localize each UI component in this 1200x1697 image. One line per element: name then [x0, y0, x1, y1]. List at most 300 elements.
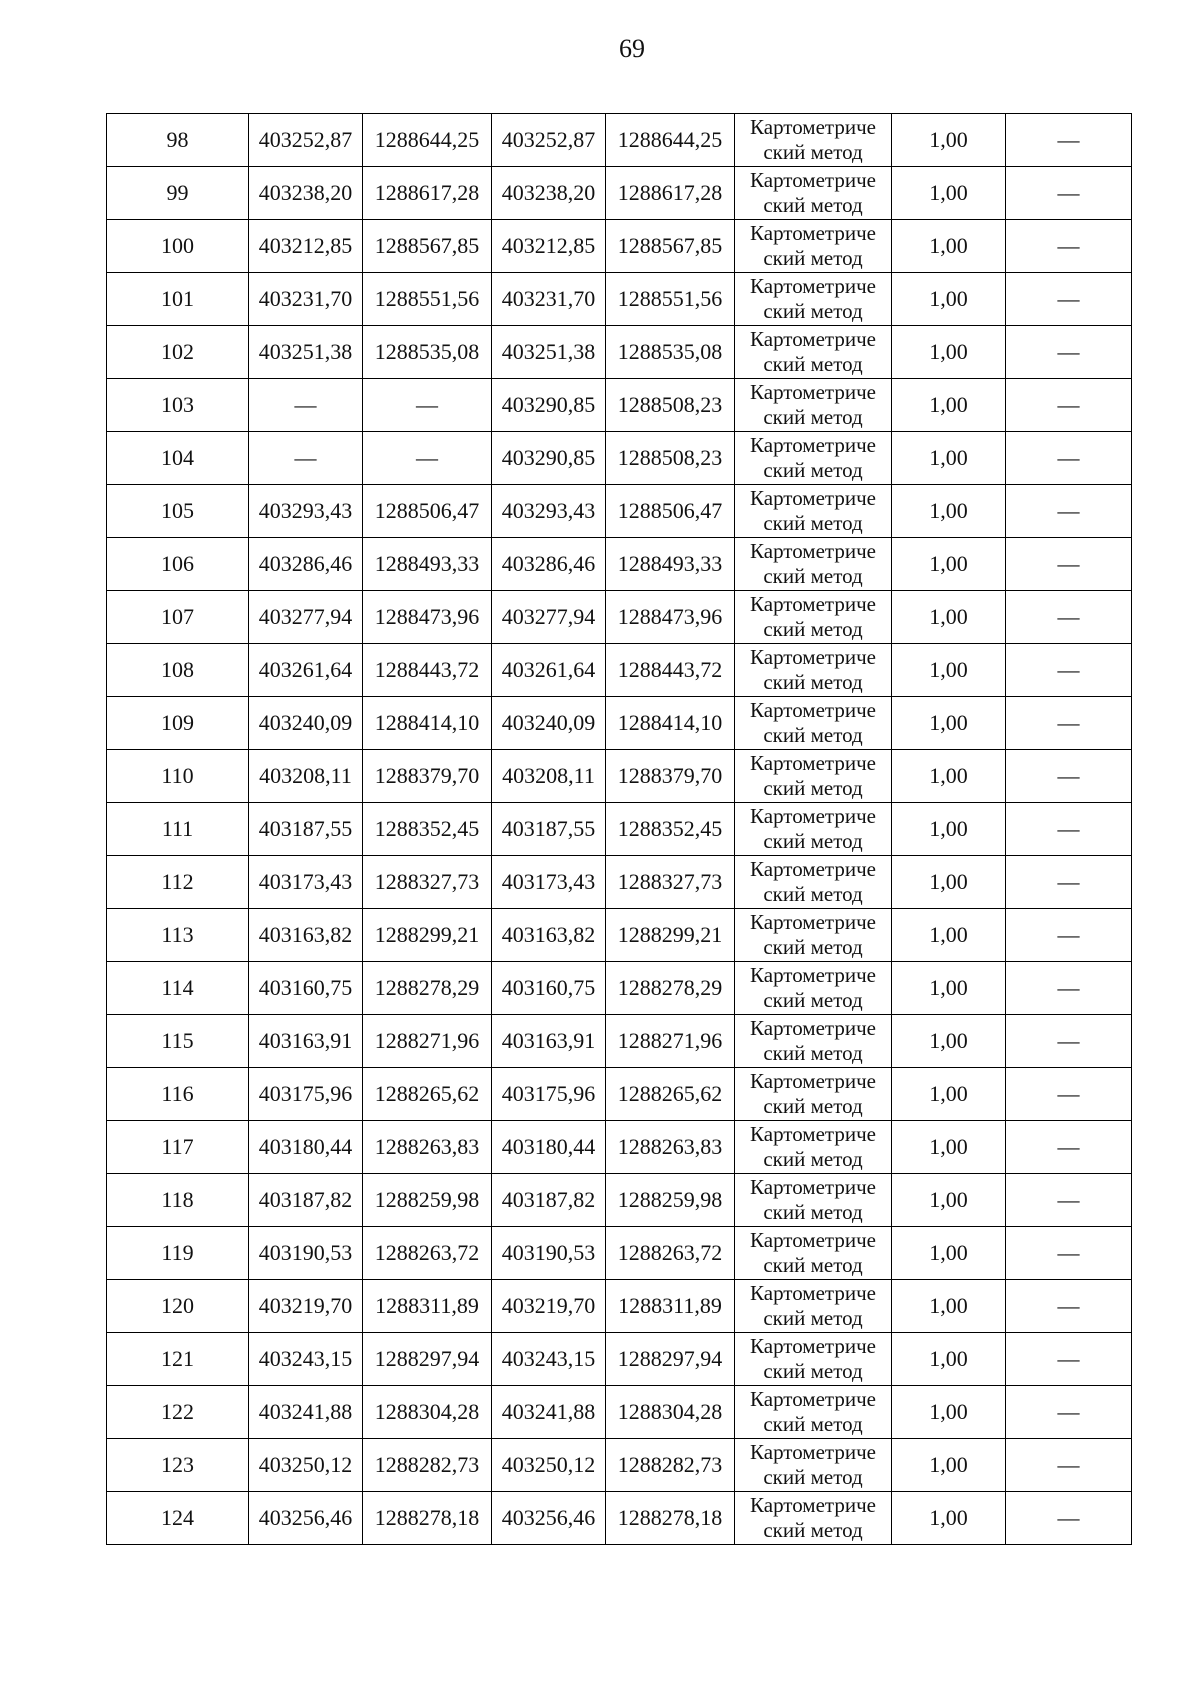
point-number-cell: 103 [107, 379, 249, 432]
existing-x-cell: 403252,87 [249, 114, 363, 167]
existing-y-cell: 1288352,45 [363, 803, 492, 856]
point-number-cell: 123 [107, 1439, 249, 1492]
method-line-2: ский метод [763, 1306, 863, 1330]
table-row [107, 1121, 1132, 1174]
note-cell: — [1006, 379, 1132, 432]
method-line-1: Картометриче [750, 1493, 876, 1517]
method-line-2: ский метод [763, 1465, 863, 1489]
existing-y-cell: 1288259,98 [363, 1174, 492, 1227]
accuracy-cell: 1,00 [892, 856, 1006, 909]
note-cell: — [1006, 1280, 1132, 1333]
updated-x-cell: 403212,85 [492, 220, 606, 273]
updated-y-cell: 1288259,98 [606, 1174, 735, 1227]
existing-x-cell: 403256,46 [249, 1492, 363, 1545]
method-cell [735, 1492, 892, 1545]
existing-x-cell: 403240,09 [249, 697, 363, 750]
existing-x-cell: 403286,46 [249, 538, 363, 591]
accuracy-cell: 1,00 [892, 803, 1006, 856]
note-cell: — [1006, 1227, 1132, 1280]
point-number-cell: 101 [107, 273, 249, 326]
point-number-cell: 124 [107, 1492, 249, 1545]
method-line-2: ский метод [763, 1412, 863, 1436]
updated-x-cell: 403173,43 [492, 856, 606, 909]
table-row [107, 750, 1132, 803]
note-cell: — [1006, 326, 1132, 379]
method-line-1: Картометриче [750, 433, 876, 457]
updated-y-cell: 1288278,18 [606, 1492, 735, 1545]
updated-y-cell: 1288551,56 [606, 273, 735, 326]
existing-x-cell: 403261,64 [249, 644, 363, 697]
updated-x-cell: 403243,15 [492, 1333, 606, 1386]
existing-x-cell: 403251,38 [249, 326, 363, 379]
table-row [107, 962, 1132, 1015]
point-number-cell: 105 [107, 485, 249, 538]
updated-y-cell: 1288506,47 [606, 485, 735, 538]
method-cell [735, 379, 892, 432]
existing-y-cell: 1288282,73 [363, 1439, 492, 1492]
point-number-cell: 122 [107, 1386, 249, 1439]
updated-x-cell: 403241,88 [492, 1386, 606, 1439]
updated-y-cell: 1288379,70 [606, 750, 735, 803]
updated-y-cell: 1288263,72 [606, 1227, 735, 1280]
method-line-2: ский метод [763, 511, 863, 535]
note-cell: — [1006, 167, 1132, 220]
method-line-2: ский метод [763, 935, 863, 959]
updated-y-cell: 1288282,73 [606, 1439, 735, 1492]
method-cell [735, 1386, 892, 1439]
method-cell [735, 485, 892, 538]
updated-y-cell: 1288265,62 [606, 1068, 735, 1121]
table-row [107, 326, 1132, 379]
note-cell: — [1006, 1015, 1132, 1068]
method-line-1: Картометриче [750, 1175, 876, 1199]
method-line-1: Картометриче [750, 698, 876, 722]
method-cell [735, 750, 892, 803]
existing-x-cell: 403208,11 [249, 750, 363, 803]
accuracy-cell: 1,00 [892, 538, 1006, 591]
accuracy-cell: 1,00 [892, 644, 1006, 697]
point-number-cell: 104 [107, 432, 249, 485]
accuracy-cell: 1,00 [892, 1439, 1006, 1492]
method-line-1: Картометриче [750, 1228, 876, 1252]
coordinates-table [106, 113, 1132, 1545]
accuracy-cell: 1,00 [892, 114, 1006, 167]
point-number-cell: 117 [107, 1121, 249, 1174]
existing-y-cell: 1288567,85 [363, 220, 492, 273]
method-line-1: Картометриче [750, 1334, 876, 1358]
note-cell: — [1006, 644, 1132, 697]
method-line-2: ский метод [763, 1518, 863, 1542]
accuracy-cell: 1,00 [892, 273, 1006, 326]
method-cell [735, 167, 892, 220]
method-line-2: ский метод [763, 829, 863, 853]
note-cell: — [1006, 909, 1132, 962]
note-cell: — [1006, 1492, 1132, 1545]
method-line-2: ский метод [763, 140, 863, 164]
note-cell: — [1006, 114, 1132, 167]
note-cell: — [1006, 697, 1132, 750]
accuracy-cell: 1,00 [892, 485, 1006, 538]
point-number-cell: 106 [107, 538, 249, 591]
updated-x-cell: 403251,38 [492, 326, 606, 379]
method-line-1: Картометриче [750, 115, 876, 139]
point-number-cell: 116 [107, 1068, 249, 1121]
method-line-1: Картометриче [750, 380, 876, 404]
method-line-2: ский метод [763, 1359, 863, 1383]
updated-y-cell: 1288311,89 [606, 1280, 735, 1333]
method-cell [735, 909, 892, 962]
method-line-1: Картометриче [750, 274, 876, 298]
accuracy-cell: 1,00 [892, 167, 1006, 220]
note-cell: — [1006, 962, 1132, 1015]
accuracy-cell: 1,00 [892, 1280, 1006, 1333]
method-line-2: ский метод [763, 1041, 863, 1065]
note-cell: — [1006, 273, 1132, 326]
note-cell: — [1006, 432, 1132, 485]
existing-y-cell: 1288263,72 [363, 1227, 492, 1280]
method-cell [735, 856, 892, 909]
existing-y-cell: 1288278,18 [363, 1492, 492, 1545]
method-cell [735, 1227, 892, 1280]
accuracy-cell: 1,00 [892, 909, 1006, 962]
existing-y-cell: 1288414,10 [363, 697, 492, 750]
method-cell [735, 591, 892, 644]
method-cell [735, 432, 892, 485]
point-number-cell: 119 [107, 1227, 249, 1280]
existing-x-cell: 403163,82 [249, 909, 363, 962]
table-row [107, 803, 1132, 856]
existing-y-cell: 1288379,70 [363, 750, 492, 803]
updated-y-cell: 1288304,28 [606, 1386, 735, 1439]
existing-y-cell: 1288644,25 [363, 114, 492, 167]
table-row [107, 432, 1132, 485]
accuracy-cell: 1,00 [892, 379, 1006, 432]
existing-x-cell: 403190,53 [249, 1227, 363, 1280]
table-row [107, 591, 1132, 644]
note-cell: — [1006, 1386, 1132, 1439]
method-cell [735, 538, 892, 591]
table-row [107, 485, 1132, 538]
updated-x-cell: 403290,85 [492, 379, 606, 432]
method-cell [735, 803, 892, 856]
method-cell [735, 697, 892, 750]
updated-x-cell: 403286,46 [492, 538, 606, 591]
existing-y-cell: 1288299,21 [363, 909, 492, 962]
table-row [107, 220, 1132, 273]
accuracy-cell: 1,00 [892, 1174, 1006, 1227]
table-row [107, 909, 1132, 962]
method-cell [735, 114, 892, 167]
existing-x-cell: 403212,85 [249, 220, 363, 273]
method-cell [735, 1068, 892, 1121]
updated-x-cell: 403219,70 [492, 1280, 606, 1333]
accuracy-cell: 1,00 [892, 697, 1006, 750]
method-cell [735, 1174, 892, 1227]
accuracy-cell: 1,00 [892, 1121, 1006, 1174]
updated-y-cell: 1288567,85 [606, 220, 735, 273]
point-number-cell: 114 [107, 962, 249, 1015]
existing-x-cell: 403231,70 [249, 273, 363, 326]
method-line-1: Картометриче [750, 486, 876, 510]
table-row [107, 697, 1132, 750]
method-line-2: ский метод [763, 617, 863, 641]
existing-y-cell: 1288297,94 [363, 1333, 492, 1386]
method-line-1: Картометриче [750, 221, 876, 245]
method-line-1: Картометриче [750, 804, 876, 828]
method-line-2: ский метод [763, 458, 863, 482]
point-number-cell: 115 [107, 1015, 249, 1068]
method-cell [735, 326, 892, 379]
method-line-1: Картометриче [750, 327, 876, 351]
table-row [107, 1174, 1132, 1227]
existing-x-cell: 403187,82 [249, 1174, 363, 1227]
table-row [107, 1492, 1132, 1545]
method-line-1: Картометриче [750, 1281, 876, 1305]
method-line-2: ский метод [763, 776, 863, 800]
method-cell [735, 1121, 892, 1174]
table-row [107, 538, 1132, 591]
table-row [107, 1439, 1132, 1492]
accuracy-cell: 1,00 [892, 1227, 1006, 1280]
point-number-cell: 118 [107, 1174, 249, 1227]
accuracy-cell: 1,00 [892, 750, 1006, 803]
existing-x-cell: 403163,91 [249, 1015, 363, 1068]
note-cell: — [1006, 1333, 1132, 1386]
note-cell: — [1006, 220, 1132, 273]
updated-y-cell: 1288297,94 [606, 1333, 735, 1386]
updated-x-cell: 403240,09 [492, 697, 606, 750]
point-number-cell: 112 [107, 856, 249, 909]
updated-y-cell: 1288271,96 [606, 1015, 735, 1068]
method-line-1: Картометриче [750, 751, 876, 775]
updated-y-cell: 1288352,45 [606, 803, 735, 856]
note-cell: — [1006, 1439, 1132, 1492]
updated-x-cell: 403252,87 [492, 114, 606, 167]
point-number-cell: 102 [107, 326, 249, 379]
updated-x-cell: 403277,94 [492, 591, 606, 644]
point-number-cell: 100 [107, 220, 249, 273]
method-line-1: Картометриче [750, 1387, 876, 1411]
updated-y-cell: 1288535,08 [606, 326, 735, 379]
existing-y-cell: 1288617,28 [363, 167, 492, 220]
point-number-cell: 110 [107, 750, 249, 803]
table-row [107, 273, 1132, 326]
method-cell [735, 1015, 892, 1068]
table-body [107, 114, 1132, 1545]
existing-x-cell: 403241,88 [249, 1386, 363, 1439]
note-cell: — [1006, 803, 1132, 856]
point-number-cell: 111 [107, 803, 249, 856]
table-row [107, 644, 1132, 697]
updated-x-cell: 403293,43 [492, 485, 606, 538]
existing-x-cell: 403250,12 [249, 1439, 363, 1492]
updated-x-cell: 403290,85 [492, 432, 606, 485]
existing-y-cell: 1288278,29 [363, 962, 492, 1015]
method-line-2: ский метод [763, 299, 863, 323]
method-line-1: Картометриче [750, 963, 876, 987]
note-cell: — [1006, 538, 1132, 591]
updated-y-cell: 1288299,21 [606, 909, 735, 962]
point-number-cell: 113 [107, 909, 249, 962]
updated-x-cell: 403163,91 [492, 1015, 606, 1068]
existing-y-cell: 1288506,47 [363, 485, 492, 538]
accuracy-cell: 1,00 [892, 1492, 1006, 1545]
accuracy-cell: 1,00 [892, 432, 1006, 485]
updated-y-cell: 1288414,10 [606, 697, 735, 750]
method-line-1: Картометриче [750, 1440, 876, 1464]
updated-x-cell: 403175,96 [492, 1068, 606, 1121]
existing-y-cell: 1288304,28 [363, 1386, 492, 1439]
updated-x-cell: 403190,53 [492, 1227, 606, 1280]
updated-y-cell: 1288327,73 [606, 856, 735, 909]
updated-x-cell: 403238,20 [492, 167, 606, 220]
updated-y-cell: 1288644,25 [606, 114, 735, 167]
table-row [107, 379, 1132, 432]
updated-x-cell: 403187,55 [492, 803, 606, 856]
accuracy-cell: 1,00 [892, 591, 1006, 644]
method-line-2: ский метод [763, 352, 863, 376]
note-cell: — [1006, 1068, 1132, 1121]
existing-x-cell: 403180,44 [249, 1121, 363, 1174]
method-line-1: Картометриче [750, 910, 876, 934]
updated-x-cell: 403250,12 [492, 1439, 606, 1492]
method-line-1: Картометриче [750, 857, 876, 881]
note-cell: — [1006, 856, 1132, 909]
note-cell: — [1006, 1174, 1132, 1227]
method-line-1: Картометриче [750, 645, 876, 669]
table-row [107, 1333, 1132, 1386]
method-cell [735, 1439, 892, 1492]
existing-y-cell: 1288493,33 [363, 538, 492, 591]
existing-y-cell: — [363, 432, 492, 485]
updated-x-cell: 403187,82 [492, 1174, 606, 1227]
method-line-2: ский метод [763, 1253, 863, 1277]
existing-y-cell: 1288311,89 [363, 1280, 492, 1333]
existing-x-cell: 403173,43 [249, 856, 363, 909]
note-cell: — [1006, 1121, 1132, 1174]
updated-y-cell: 1288443,72 [606, 644, 735, 697]
existing-x-cell: 403238,20 [249, 167, 363, 220]
existing-y-cell: 1288327,73 [363, 856, 492, 909]
method-line-2: ский метод [763, 1094, 863, 1118]
existing-x-cell: 403243,15 [249, 1333, 363, 1386]
existing-y-cell: 1288263,83 [363, 1121, 492, 1174]
table-row [107, 1015, 1132, 1068]
existing-x-cell: — [249, 432, 363, 485]
note-cell: — [1006, 591, 1132, 644]
method-cell [735, 1280, 892, 1333]
method-cell [735, 962, 892, 1015]
method-line-2: ский метод [763, 246, 863, 270]
existing-y-cell: 1288535,08 [363, 326, 492, 379]
updated-y-cell: 1288263,83 [606, 1121, 735, 1174]
updated-x-cell: 403261,64 [492, 644, 606, 697]
table-row [107, 167, 1132, 220]
existing-x-cell: 403277,94 [249, 591, 363, 644]
updated-x-cell: 403208,11 [492, 750, 606, 803]
method-line-2: ский метод [763, 988, 863, 1012]
method-line-2: ский метод [763, 670, 863, 694]
updated-y-cell: 1288508,23 [606, 432, 735, 485]
point-number-cell: 108 [107, 644, 249, 697]
point-number-cell: 99 [107, 167, 249, 220]
point-number-cell: 107 [107, 591, 249, 644]
existing-x-cell: 403175,96 [249, 1068, 363, 1121]
accuracy-cell: 1,00 [892, 1333, 1006, 1386]
method-cell [735, 644, 892, 697]
method-line-1: Картометриче [750, 1016, 876, 1040]
updated-x-cell: 403231,70 [492, 273, 606, 326]
accuracy-cell: 1,00 [892, 220, 1006, 273]
updated-y-cell: 1288617,28 [606, 167, 735, 220]
table-row [107, 1280, 1132, 1333]
method-line-1: Картометриче [750, 168, 876, 192]
table-row [107, 1227, 1132, 1280]
note-cell: — [1006, 485, 1132, 538]
point-number-cell: 121 [107, 1333, 249, 1386]
updated-x-cell: 403160,75 [492, 962, 606, 1015]
point-number-cell: 109 [107, 697, 249, 750]
table-row [107, 856, 1132, 909]
method-cell [735, 1333, 892, 1386]
method-line-2: ский метод [763, 723, 863, 747]
updated-y-cell: 1288508,23 [606, 379, 735, 432]
existing-x-cell: 403293,43 [249, 485, 363, 538]
accuracy-cell: 1,00 [892, 962, 1006, 1015]
method-line-2: ский метод [763, 564, 863, 588]
updated-x-cell: 403163,82 [492, 909, 606, 962]
existing-y-cell: 1288271,96 [363, 1015, 492, 1068]
accuracy-cell: 1,00 [892, 1068, 1006, 1121]
existing-y-cell: 1288551,56 [363, 273, 492, 326]
table-row [107, 114, 1132, 167]
method-cell [735, 220, 892, 273]
accuracy-cell: 1,00 [892, 1015, 1006, 1068]
updated-x-cell: 403180,44 [492, 1121, 606, 1174]
method-line-2: ский метод [763, 1147, 863, 1171]
table-row [107, 1386, 1132, 1439]
existing-y-cell: 1288473,96 [363, 591, 492, 644]
note-cell: — [1006, 750, 1132, 803]
page-number: 69 [619, 34, 645, 63]
method-line-1: Картометриче [750, 539, 876, 563]
existing-x-cell: — [249, 379, 363, 432]
updated-y-cell: 1288473,96 [606, 591, 735, 644]
method-line-2: ский метод [763, 882, 863, 906]
method-line-1: Картометриче [750, 592, 876, 616]
method-cell [735, 273, 892, 326]
updated-y-cell: 1288493,33 [606, 538, 735, 591]
existing-y-cell: — [363, 379, 492, 432]
existing-y-cell: 1288265,62 [363, 1068, 492, 1121]
existing-x-cell: 403187,55 [249, 803, 363, 856]
updated-y-cell: 1288278,29 [606, 962, 735, 1015]
existing-x-cell: 403219,70 [249, 1280, 363, 1333]
accuracy-cell: 1,00 [892, 1386, 1006, 1439]
point-number-cell: 120 [107, 1280, 249, 1333]
method-line-1: Картометриче [750, 1069, 876, 1093]
method-line-1: Картометриче [750, 1122, 876, 1146]
method-line-2: ский метод [763, 193, 863, 217]
point-number-cell: 98 [107, 114, 249, 167]
method-line-2: ский метод [763, 405, 863, 429]
existing-y-cell: 1288443,72 [363, 644, 492, 697]
method-line-2: ский метод [763, 1200, 863, 1224]
existing-x-cell: 403160,75 [249, 962, 363, 1015]
table-row [107, 1068, 1132, 1121]
updated-x-cell: 403256,46 [492, 1492, 606, 1545]
accuracy-cell: 1,00 [892, 326, 1006, 379]
